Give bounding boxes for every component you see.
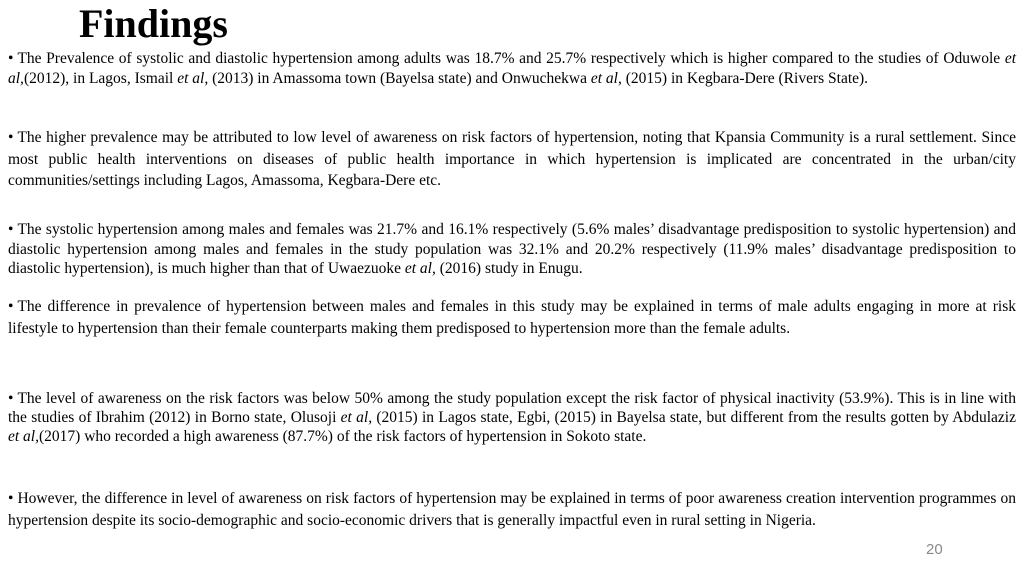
bullet-text: The difference in prevalence of hypertension between males and females in this study may be explained in terms of male adults engaging in more at risk lifestyle to hypertension than their female counterparts making them predisposed to hypertension more than the female adults. bbox=[8, 298, 1016, 337]
citation-et-al: et al, bbox=[590, 69, 622, 87]
bullet-gender-difference bbox=[8, 296, 1016, 339]
bullet-marker: • bbox=[8, 298, 14, 315]
bullet-text: (2017) who recorded a high awareness (87.7%) of the risk factors of hypertension in Sokoto state. bbox=[39, 428, 647, 445]
bullet-text: (2015) in Kegbara-Dere (Rivers State). bbox=[621, 69, 869, 87]
bullet-text: The Prevalence of systolic and diastolic hypertension among adults was 18.7% and 25.7% respectively which is higher compared to the studies of Oduwole bbox=[17, 50, 1005, 67]
slide-title: Findings bbox=[79, 1, 228, 46]
citation-et-al: et al, bbox=[340, 409, 373, 426]
bullet-prevalence-comparison bbox=[8, 49, 1016, 88]
bullet-text: (2015) in Lagos state, Egbi, (2015) in Bayelsa state, but different from the results gotten by Abdulaziz bbox=[372, 409, 1016, 426]
bullet-risk-factor-awareness bbox=[8, 389, 1016, 446]
bullet-marker: • bbox=[8, 221, 14, 238]
citation-et-al: et al, bbox=[8, 50, 1016, 87]
citation-et-al: et al, bbox=[404, 260, 436, 277]
bullet-text: (2013) in Amassoma town (Bayelsa state) and Onwuchekwa bbox=[208, 69, 591, 87]
bullet-awareness-explanation bbox=[8, 488, 1016, 531]
bullet-marker: • bbox=[8, 390, 14, 407]
bullet-text: The higher prevalence may be attributed to low level of awareness on risk factors of hypertension, noting that Kpansia Community is a rural settlement. Since most public health interventions on diseases of public health importance in which hypertension is implicated are concentrated in the urban/city communities/settings including Lagos, Amassoma, Kegbara-Dere etc. bbox=[8, 129, 1016, 189]
bullet-marker: • bbox=[8, 129, 14, 146]
bullet-marker: • bbox=[8, 490, 14, 507]
bullet-gender-hypertension bbox=[8, 220, 1016, 279]
bullet-text: The systolic hypertension among males and females was 21.7% and 16.1% respectively (5.6% males’ disadvantage predisposition to systolic hypertension) and diastolic hypertension among males and females in the study population was 32.1% and 20.2% respectively (11.9% males’ disadvantage predisposition to diastolic hypertension), is much higher than that of Uwaezuoke bbox=[8, 221, 1016, 277]
page-number: 20 bbox=[926, 541, 943, 558]
citation-et-al: et al, bbox=[177, 69, 209, 87]
bullet-awareness-attribution bbox=[8, 127, 1016, 192]
citation-et-al: et al, bbox=[8, 428, 39, 445]
bullet-text: (2012), in Lagos, Ismail bbox=[23, 69, 178, 87]
bullet-text: (2016) study in Enugu. bbox=[435, 260, 583, 277]
bullet-marker: • bbox=[8, 50, 14, 67]
bullet-text: The level of awareness on the risk factors was below 50% among the study population except the risk factor of physical inactivity (53.9%). This is in line with the studies of Ibrahim (2012) in Borno state, Olusoji bbox=[8, 390, 1016, 426]
bullet-text: However, the difference in level of awareness on risk factors of hypertension may be explained in terms of poor awareness creation intervention programmes on hypertension despite its socio-demographic and socio-economic drivers that is generally impactful even in rural setting in Nigeria. bbox=[8, 490, 1016, 529]
